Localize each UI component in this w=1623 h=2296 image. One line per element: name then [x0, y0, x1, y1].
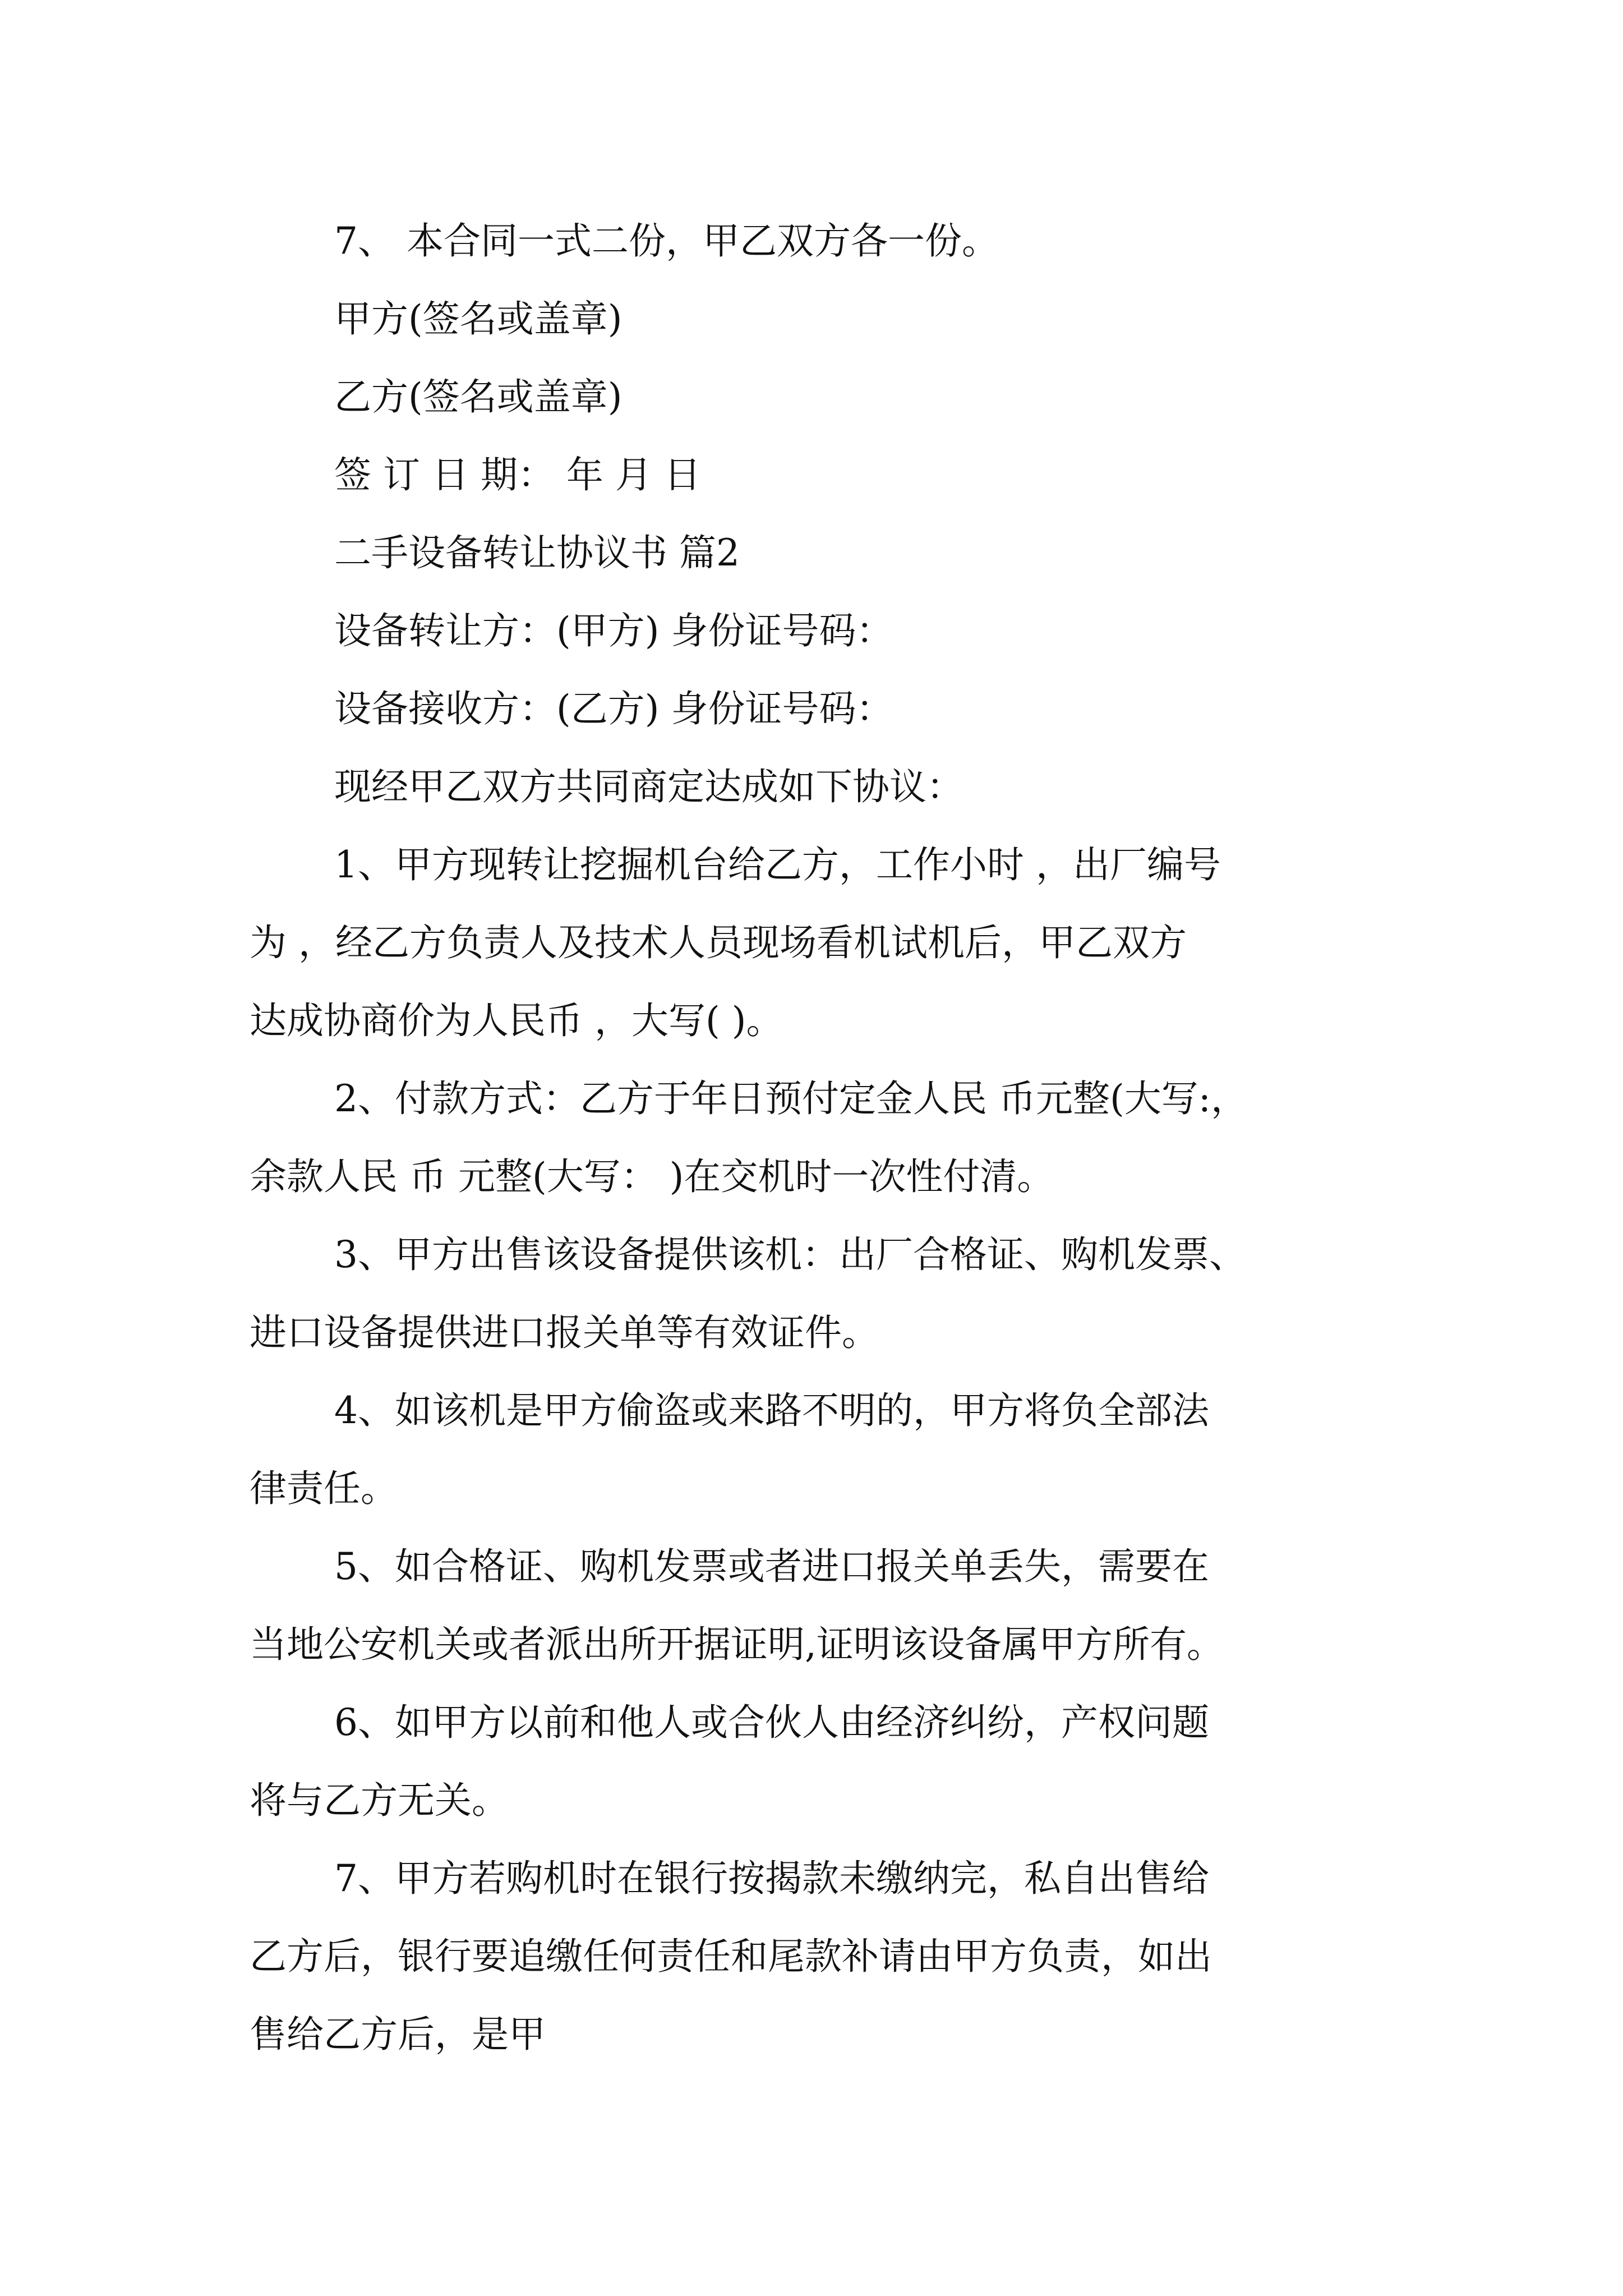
clause-1-line-2: 为 ，经乙方负责人及技术人员现场看机试机后，甲乙双方 — [250, 921, 1187, 964]
clause-1-line-3: 达成协商价为人民币 ，大写( )。 — [250, 999, 783, 1042]
signing-date: 签 订 日 期： 年 月 日 — [334, 453, 701, 496]
receiver-line: 设备接收方：(乙方) 身份证号码： — [334, 687, 893, 730]
clause-7-line-3: 售给乙方后，是甲 — [250, 2013, 546, 2056]
clause-4-line-2: 律责任。 — [250, 1467, 398, 1510]
clause-4-line-1: 4、如该机是甲方偷盗或来路不明的，甲方将负全部法 — [334, 1389, 1209, 1432]
party-a-signature: 甲方(签名或盖章) — [334, 297, 623, 341]
clause-7-line-2: 乙方后，银行要追缴任何责任和尾款补请由甲方负责，如出 — [250, 1935, 1212, 1978]
clause-3-line-1: 3、甲方出售该设备提供该机：出厂合格证、购机发票、 — [334, 1233, 1246, 1276]
transferor-line: 设备转让方：(甲方) 身份证号码： — [334, 609, 893, 652]
clause-6-line-1: 6、如甲方以前和他人或合伙人由经济纠纷，产权问题 — [334, 1701, 1209, 1744]
clause-5-line-1: 5、如合格证、购机发票或者进口报关单丢失，需要在 — [334, 1545, 1209, 1588]
clause-1-line-1: 1、甲方现转让挖掘机台给乙方，工作小时 ，出厂编号 — [334, 843, 1221, 886]
clause-2-line-1: 2、付款方式：乙方于年日预付定金人民 币元整(大写:， — [334, 1077, 1248, 1120]
clause-6-line-2: 将与乙方无关。 — [250, 1779, 509, 1822]
clause-3-line-2: 进口设备提供进口报关单等有效证件。 — [250, 1311, 879, 1354]
section-heading: 二手设备转让协议书 篇2 — [334, 531, 740, 574]
party-b-signature: 乙方(签名或盖章) — [334, 375, 623, 418]
agreement-intro: 现经甲乙双方共同商定达成如下协议： — [334, 765, 963, 808]
clause-5-line-2: 当地公安机关或者派出所开据证明,证明该设备属甲方所有。 — [250, 1623, 1224, 1666]
clause-7-line-1: 7、甲方若购机时在银行按揭款未缴纳完，私自出售给 — [334, 1857, 1209, 1900]
clause-7-copies: 7、 本合同一式二份，甲乙双方各一份。 — [334, 219, 999, 263]
clause-2-line-2: 余款人民 币 元整(大写： )在交机时一次性付清。 — [250, 1155, 1054, 1198]
